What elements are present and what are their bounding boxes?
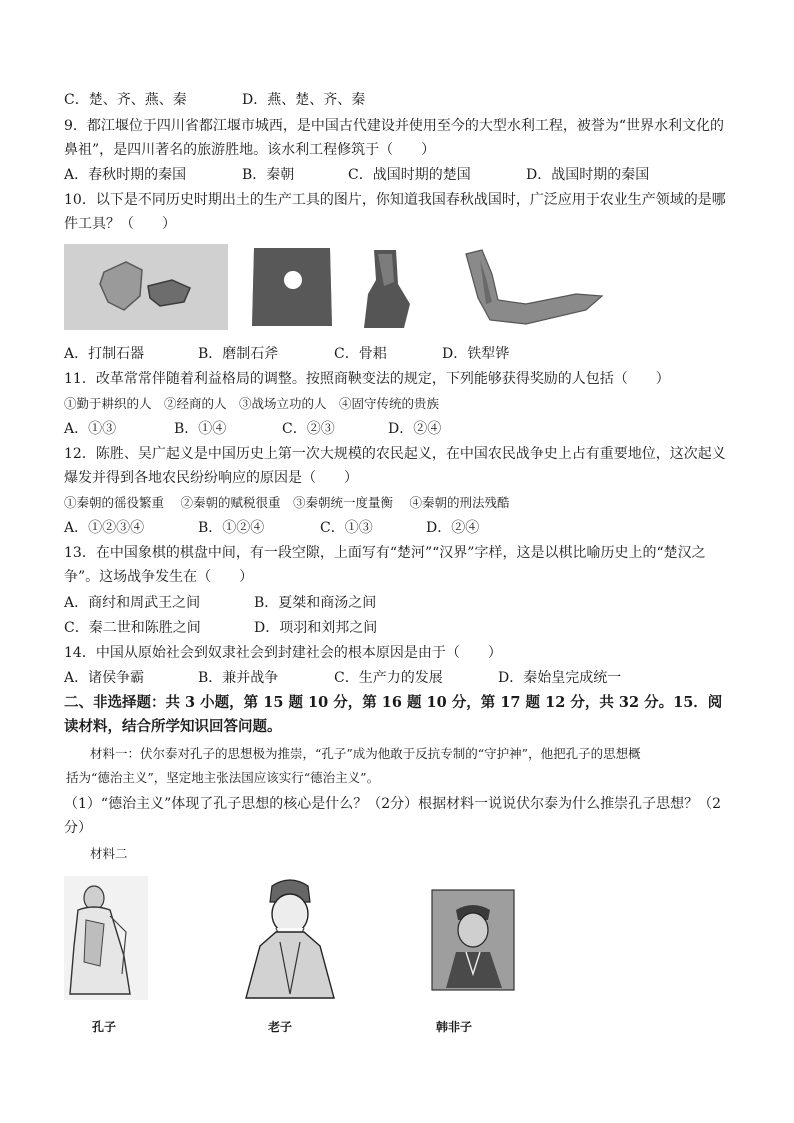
q9-option-c[interactable]: C．战国时期的楚国	[348, 167, 471, 183]
q11-option-c[interactable]: C．②③	[282, 421, 335, 437]
section2-title-line2: 读材料，结合所学知识回答问题。	[64, 718, 282, 735]
hanfeizi-portrait-icon	[432, 890, 514, 990]
q10-option-b[interactable]: B．磨制石斧	[198, 346, 279, 362]
q10-stem-line1: 10．以下是不同历史时期出土的生产工具的图片，你知道我国春秋战国时，广泛应用于农业生产领域的是哪	[64, 192, 726, 208]
caption-hanfeizi: 韩非子	[436, 1020, 473, 1034]
q14-option-a[interactable]: A．诸侯争霸	[64, 670, 145, 686]
q15-subquestion1-line1: （1）“德治主义”体现了孔子思想的核心是什么？（2分）根据材料一说说伏尔泰为什么推崇孔子思想？（2	[64, 796, 722, 812]
q11-stem: 11．改革常常伴随着利益格局的调整。按照商鞅变法的规定，下列能够获得奖励的人包括（ ）	[64, 371, 670, 387]
q14-stem: 14．中国从原始社会到奴隶社会到封建社会的根本原因是由于（ ）	[64, 645, 502, 661]
q13-option-b[interactable]: B．夏桀和商汤之间	[254, 595, 377, 611]
q9-stem-line2: 鼻祖”，是四川著名的旅游胜地。该水利工程修筑于（ ）	[64, 142, 436, 158]
q11-option-b[interactable]: B．①④	[174, 421, 227, 437]
iron-plowshare-icon	[456, 244, 606, 330]
q8-option-c[interactable]: C．楚、齐、燕、秦	[64, 92, 187, 108]
q8-option-d[interactable]: D．燕、楚、齐、秦	[242, 92, 366, 108]
material2-portrait-strip	[64, 876, 528, 1000]
caption-laozi: 老子	[268, 1020, 293, 1034]
q12-option-b[interactable]: B．①②④	[198, 520, 265, 536]
q10-option-d[interactable]: D．铁犁铧	[442, 346, 510, 362]
q10-stem-line2: 件工具？（ ）	[64, 216, 176, 232]
q15-subquestion1-line2: 分）	[64, 820, 92, 836]
q9-option-b[interactable]: B．秦朝	[242, 167, 295, 183]
q11-items: ①勤于耕织的人 ②经商的人 ③战场立功的人 ④固守传统的贵族	[64, 396, 440, 411]
caption-confucius: 孔子	[92, 1020, 117, 1034]
q14-option-b[interactable]: B．兼并战争	[198, 670, 279, 686]
q10-option-c[interactable]: C．骨耜	[334, 346, 387, 362]
q14-option-c[interactable]: C．生产力的发展	[334, 670, 443, 686]
q13-option-c[interactable]: C．秦二世和陈胜之间	[64, 620, 201, 636]
bone-spade-icon	[354, 244, 416, 330]
q15-material1-line1: 材料一：伏尔泰对孔子的思想极为推崇，“孔子”成为他敢于反抗专制的“守护神”，他把孔子的思想概	[90, 746, 641, 761]
q12-option-c[interactable]: C．①③	[320, 520, 373, 536]
q13-option-a[interactable]: A．商纣和周武王之间	[64, 595, 201, 611]
q12-stem-line1: 12．陈胜、吴广起义是中国历史上第一次大规模的农民起义，在中国农民战争史上占有重要地位，这次起义	[64, 446, 726, 462]
q9-option-d[interactable]: D．战国时期的秦国	[526, 167, 650, 183]
confucius-portrait-icon	[64, 876, 148, 1000]
q12-option-a[interactable]: A．①②③④	[64, 520, 145, 536]
section2-title-line1: 二、非选择题：共 3 小题，第 15 题 10 分，第 16 题 10 分，第 17 题 12 分，共 32 分。15．阅	[64, 694, 723, 711]
q12-option-d[interactable]: D．②④	[426, 520, 480, 536]
chipped-stone-tool-icon	[64, 244, 228, 330]
q11-option-d[interactable]: D．②④	[388, 421, 442, 437]
q9-option-a[interactable]: A．春秋时期的秦国	[64, 167, 187, 183]
q9-stem-line1: 9．都江堰位于四川省都江堰市城西，是中国古代建设并使用至今的大型水利工程，被誉为“世界水利文化的	[64, 118, 725, 134]
q12-stem-line2: 爆发并得到各地农民纷纷响应的原因是（ ）	[64, 470, 358, 486]
q13-stem-line1: 13．在中国象棋的棋盘中间，有一段空隙，上面写有“楚河”“汉界”字样，这是以棋比喻历史上的“楚汉之	[64, 545, 706, 561]
q14-option-d[interactable]: D．秦始皇完成统一	[498, 670, 622, 686]
polished-stone-axe-icon	[248, 244, 336, 330]
q12-items: ①秦朝的徭役繁重 ②秦朝的赋税很重 ③秦朝统一度量衡 ④秦朝的刑法残酷	[64, 495, 510, 510]
q13-option-d[interactable]: D．项羽和刘邦之间	[254, 620, 378, 636]
q15-material1-line2: 括为“德治主义”，坚定地主张法国应该实行“德治主义”。	[66, 770, 380, 785]
q11-option-a[interactable]: A．①③	[64, 421, 117, 437]
laozi-portrait-icon	[240, 876, 340, 1000]
q15-material2-label: 材料二	[90, 846, 128, 861]
q10-option-a[interactable]: A．打制石器	[64, 346, 145, 362]
q13-stem-line2: 争”。这场战争发生在（ ）	[64, 569, 254, 585]
